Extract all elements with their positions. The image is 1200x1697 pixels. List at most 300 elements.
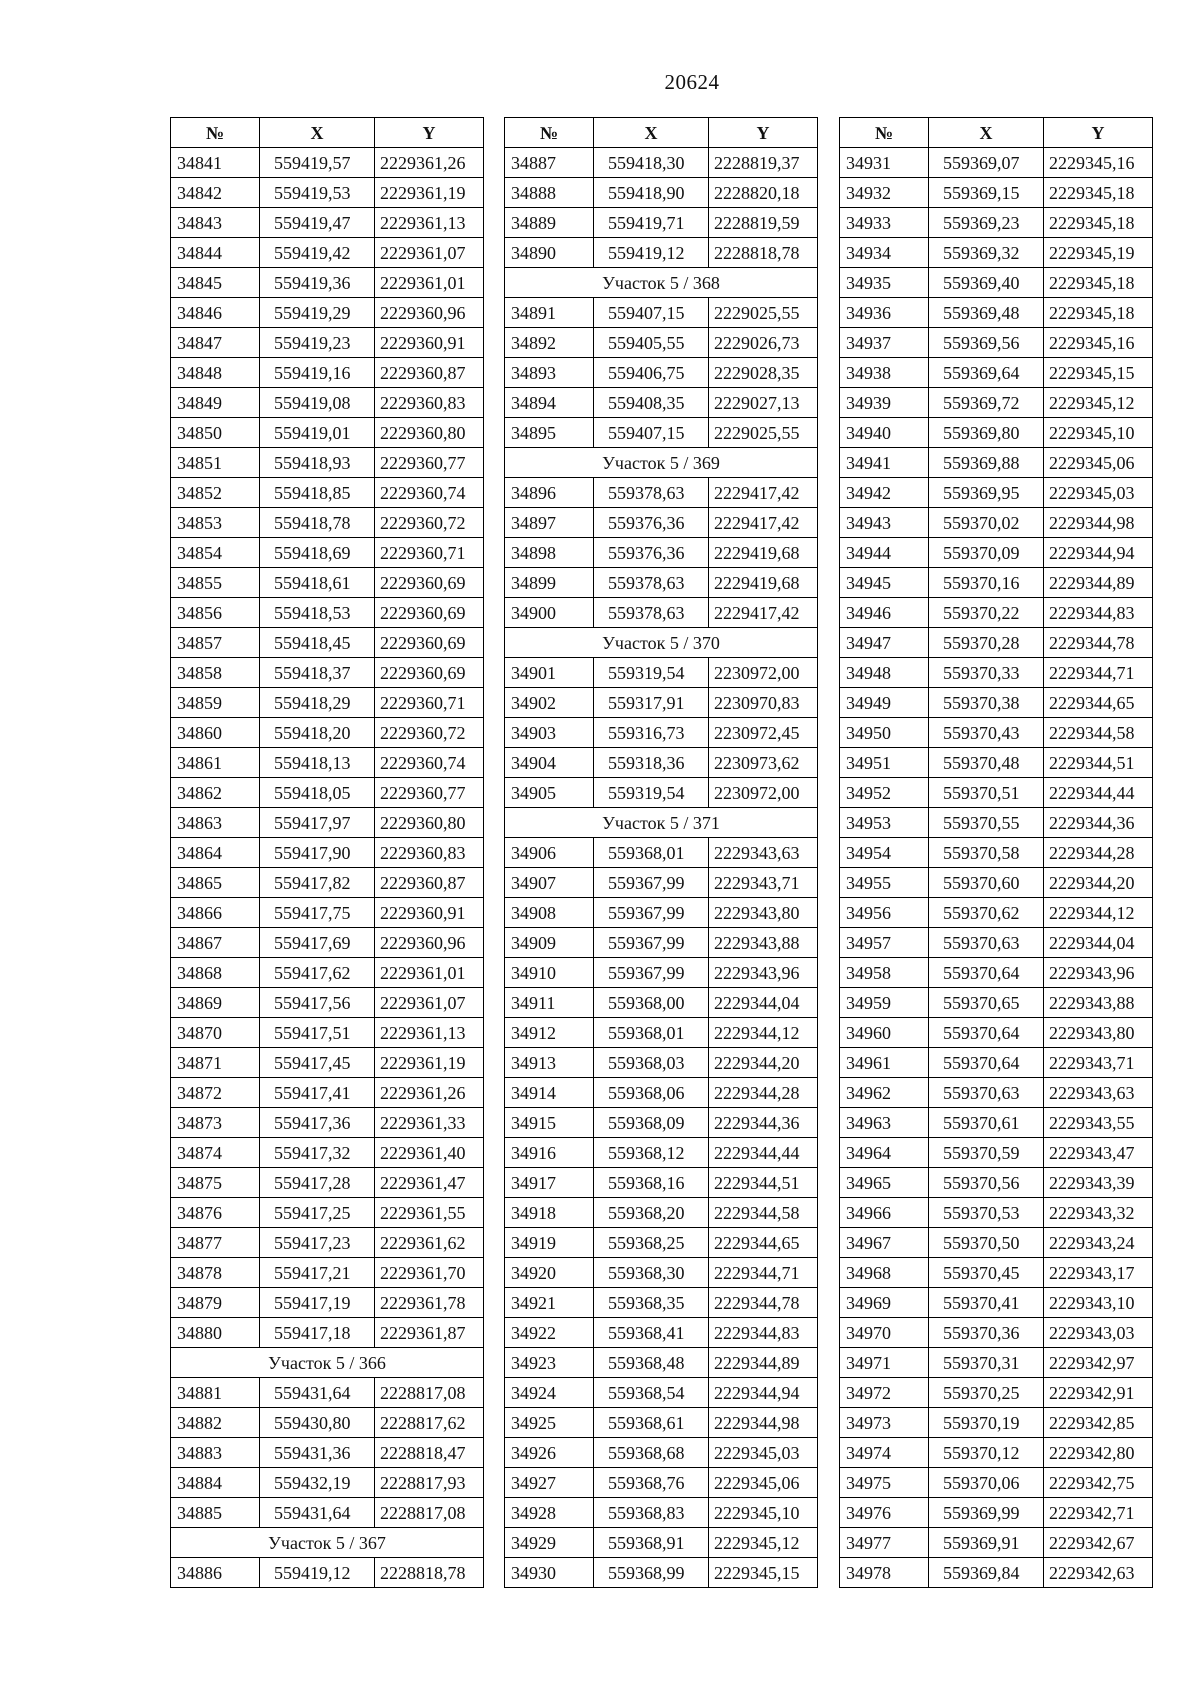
header-number: № <box>840 118 929 148</box>
table-row <box>171 178 484 208</box>
y-coordinate-cell: 2229361,26 <box>375 148 484 178</box>
y-coordinate-cell: 2229361,13 <box>375 208 484 238</box>
y-coordinate-cell: 2229344,98 <box>1044 508 1153 538</box>
y-coordinate-cell: 2229344,89 <box>709 1348 818 1378</box>
y-coordinate-cell: 2229343,10 <box>1044 1288 1153 1318</box>
x-coordinate-cell: 559407,15 <box>594 418 709 448</box>
table-row <box>840 478 1153 508</box>
y-coordinate-cell: 2229360,96 <box>375 298 484 328</box>
y-coordinate-cell: 2229360,91 <box>375 328 484 358</box>
x-coordinate-cell: 559318,36 <box>594 748 709 778</box>
section-title: Участок 5 / 370 <box>505 628 818 658</box>
section-row <box>505 808 818 838</box>
point-number-cell: 34946 <box>840 598 929 628</box>
table-row <box>171 388 484 418</box>
x-coordinate-cell: 559369,72 <box>929 388 1044 418</box>
point-number-cell: 34887 <box>505 148 594 178</box>
x-coordinate-cell: 559370,45 <box>929 1258 1044 1288</box>
point-number-cell: 34947 <box>840 628 929 658</box>
table-row <box>505 538 818 568</box>
x-coordinate-cell: 559368,16 <box>594 1168 709 1198</box>
x-coordinate-cell: 559417,51 <box>260 1018 375 1048</box>
table-row <box>171 568 484 598</box>
point-number-cell: 34931 <box>840 148 929 178</box>
point-number-cell: 34908 <box>505 898 594 928</box>
x-coordinate-cell: 559369,84 <box>929 1558 1044 1588</box>
point-number-cell: 34906 <box>505 838 594 868</box>
x-coordinate-cell: 559419,16 <box>260 358 375 388</box>
table-row <box>840 868 1153 898</box>
table-row <box>505 1438 818 1468</box>
table-row <box>505 1468 818 1498</box>
table-row <box>171 1258 484 1288</box>
y-coordinate-cell: 2229344,58 <box>1044 718 1153 748</box>
point-number-cell: 34909 <box>505 928 594 958</box>
point-number-cell: 34894 <box>505 388 594 418</box>
y-coordinate-cell: 2229344,51 <box>709 1168 818 1198</box>
table-row <box>505 1348 818 1378</box>
y-coordinate-cell: 2229360,74 <box>375 748 484 778</box>
x-coordinate-cell: 559370,12 <box>929 1438 1044 1468</box>
y-coordinate-cell: 2229360,72 <box>375 508 484 538</box>
point-number-cell: 34843 <box>171 208 260 238</box>
x-coordinate-cell: 559370,60 <box>929 868 1044 898</box>
x-coordinate-cell: 559368,91 <box>594 1528 709 1558</box>
point-number-cell: 34883 <box>171 1438 260 1468</box>
table-row <box>840 958 1153 988</box>
table-row <box>840 718 1153 748</box>
section-title: Участок 5 / 367 <box>171 1528 484 1558</box>
table-row <box>505 238 818 268</box>
table-row <box>840 778 1153 808</box>
point-number-cell: 34963 <box>840 1108 929 1138</box>
y-coordinate-cell: 2229344,36 <box>709 1108 818 1138</box>
y-coordinate-cell: 2229345,10 <box>709 1498 818 1528</box>
y-coordinate-cell: 2229342,97 <box>1044 1348 1153 1378</box>
section-title: Участок 5 / 371 <box>505 808 818 838</box>
point-number-cell: 34950 <box>840 718 929 748</box>
table-row <box>505 1378 818 1408</box>
point-number-cell: 34852 <box>171 478 260 508</box>
table-row <box>840 268 1153 298</box>
x-coordinate-cell: 559418,90 <box>594 178 709 208</box>
y-coordinate-cell: 2229345,15 <box>709 1558 818 1588</box>
point-number-cell: 34885 <box>171 1498 260 1528</box>
x-coordinate-cell: 559417,25 <box>260 1198 375 1228</box>
point-number-cell: 34860 <box>171 718 260 748</box>
y-coordinate-cell: 2229344,78 <box>1044 628 1153 658</box>
point-number-cell: 34855 <box>171 568 260 598</box>
x-coordinate-cell: 559370,28 <box>929 628 1044 658</box>
y-coordinate-cell: 2229361,01 <box>375 958 484 988</box>
x-coordinate-cell: 559370,48 <box>929 748 1044 778</box>
table-row <box>171 1048 484 1078</box>
point-number-cell: 34904 <box>505 748 594 778</box>
x-coordinate-cell: 559417,97 <box>260 808 375 838</box>
point-number-cell: 34875 <box>171 1168 260 1198</box>
table-row <box>840 1558 1153 1588</box>
x-coordinate-cell: 559419,12 <box>260 1558 375 1588</box>
x-coordinate-cell: 559370,55 <box>929 808 1044 838</box>
table-row <box>840 1168 1153 1198</box>
y-coordinate-cell: 2229360,72 <box>375 718 484 748</box>
header-x: X <box>929 118 1044 148</box>
y-coordinate-cell: 2229344,44 <box>1044 778 1153 808</box>
y-coordinate-cell: 2229027,13 <box>709 388 818 418</box>
point-number-cell: 34851 <box>171 448 260 478</box>
point-number-cell: 34878 <box>171 1258 260 1288</box>
point-number-cell: 34962 <box>840 1078 929 1108</box>
table-row <box>171 1498 484 1528</box>
header-y: Y <box>1044 118 1153 148</box>
point-number-cell: 34844 <box>171 238 260 268</box>
table-row <box>505 1048 818 1078</box>
point-number-cell: 34910 <box>505 958 594 988</box>
x-coordinate-cell: 559418,69 <box>260 538 375 568</box>
point-number-cell: 34913 <box>505 1048 594 1078</box>
point-number-cell: 34854 <box>171 538 260 568</box>
point-number-cell: 34895 <box>505 418 594 448</box>
y-coordinate-cell: 2229344,98 <box>709 1408 818 1438</box>
point-number-cell: 34924 <box>505 1378 594 1408</box>
y-coordinate-cell: 2229343,32 <box>1044 1198 1153 1228</box>
section-row <box>171 1348 484 1378</box>
table-row <box>171 1558 484 1588</box>
y-coordinate-cell: 2229344,20 <box>1044 868 1153 898</box>
coordinates-table-3 <box>839 117 1153 1588</box>
coordinates-table-2 <box>504 117 818 1588</box>
x-coordinate-cell: 559419,29 <box>260 298 375 328</box>
table-row <box>840 208 1153 238</box>
point-number-cell: 34898 <box>505 538 594 568</box>
table-row <box>840 1348 1153 1378</box>
x-coordinate-cell: 559370,53 <box>929 1198 1044 1228</box>
x-coordinate-cell: 559370,51 <box>929 778 1044 808</box>
x-coordinate-cell: 559370,36 <box>929 1318 1044 1348</box>
y-coordinate-cell: 2229343,96 <box>709 958 818 988</box>
point-number-cell: 34972 <box>840 1378 929 1408</box>
y-coordinate-cell: 2229360,69 <box>375 598 484 628</box>
x-coordinate-cell: 559418,45 <box>260 628 375 658</box>
y-coordinate-cell: 2229345,10 <box>1044 418 1153 448</box>
y-coordinate-cell: 2229344,04 <box>709 988 818 1018</box>
point-number-cell: 34951 <box>840 748 929 778</box>
y-coordinate-cell: 2229344,12 <box>709 1018 818 1048</box>
point-number-cell: 34971 <box>840 1348 929 1378</box>
point-number-cell: 34893 <box>505 358 594 388</box>
point-number-cell: 34900 <box>505 598 594 628</box>
x-coordinate-cell: 559419,71 <box>594 208 709 238</box>
x-coordinate-cell: 559407,15 <box>594 298 709 328</box>
table-row <box>171 358 484 388</box>
point-number-cell: 34856 <box>171 598 260 628</box>
y-coordinate-cell: 2229361,87 <box>375 1318 484 1348</box>
x-coordinate-cell: 559370,25 <box>929 1378 1044 1408</box>
y-coordinate-cell: 2230972,00 <box>709 658 818 688</box>
point-number-cell: 34862 <box>171 778 260 808</box>
table-row <box>505 328 818 358</box>
y-coordinate-cell: 2229343,17 <box>1044 1258 1153 1288</box>
y-coordinate-cell: 2229344,28 <box>1044 838 1153 868</box>
y-coordinate-cell: 2229025,55 <box>709 418 818 448</box>
x-coordinate-cell: 559369,64 <box>929 358 1044 388</box>
y-coordinate-cell: 2229360,74 <box>375 478 484 508</box>
y-coordinate-cell: 2229343,88 <box>709 928 818 958</box>
x-coordinate-cell: 559319,54 <box>594 658 709 688</box>
y-coordinate-cell: 2229360,69 <box>375 568 484 598</box>
point-number-cell: 34848 <box>171 358 260 388</box>
table-row <box>840 1198 1153 1228</box>
table-row <box>171 448 484 478</box>
point-number-cell: 34884 <box>171 1468 260 1498</box>
point-number-cell: 34919 <box>505 1228 594 1258</box>
point-number-cell: 34857 <box>171 628 260 658</box>
x-coordinate-cell: 559369,80 <box>929 418 1044 448</box>
point-number-cell: 34864 <box>171 838 260 868</box>
x-coordinate-cell: 559368,48 <box>594 1348 709 1378</box>
table-row <box>840 1138 1153 1168</box>
section-title: Участок 5 / 366 <box>171 1348 484 1378</box>
x-coordinate-cell: 559370,31 <box>929 1348 1044 1378</box>
y-coordinate-cell: 2228818,78 <box>375 1558 484 1588</box>
x-coordinate-cell: 559370,33 <box>929 658 1044 688</box>
table-row <box>171 868 484 898</box>
point-number-cell: 34932 <box>840 178 929 208</box>
x-coordinate-cell: 559368,20 <box>594 1198 709 1228</box>
x-coordinate-cell: 559370,64 <box>929 1048 1044 1078</box>
y-coordinate-cell: 2229344,12 <box>1044 898 1153 928</box>
y-coordinate-cell: 2229345,03 <box>709 1438 818 1468</box>
y-coordinate-cell: 2228818,78 <box>709 238 818 268</box>
x-coordinate-cell: 559418,05 <box>260 778 375 808</box>
point-number-cell: 34880 <box>171 1318 260 1348</box>
y-coordinate-cell: 2229361,13 <box>375 1018 484 1048</box>
x-coordinate-cell: 559418,29 <box>260 688 375 718</box>
point-number-cell: 34914 <box>505 1078 594 1108</box>
y-coordinate-cell: 2229417,42 <box>709 478 818 508</box>
x-coordinate-cell: 559417,28 <box>260 1168 375 1198</box>
table-row <box>505 418 818 448</box>
point-number-cell: 34935 <box>840 268 929 298</box>
table-row <box>171 658 484 688</box>
y-coordinate-cell: 2228818,47 <box>375 1438 484 1468</box>
y-coordinate-cell: 2229345,12 <box>1044 388 1153 418</box>
table-row <box>505 718 818 748</box>
point-number-cell: 34934 <box>840 238 929 268</box>
y-coordinate-cell: 2229344,44 <box>709 1138 818 1168</box>
x-coordinate-cell: 559431,36 <box>260 1438 375 1468</box>
y-coordinate-cell: 2229342,67 <box>1044 1528 1153 1558</box>
y-coordinate-cell: 2230970,83 <box>709 688 818 718</box>
y-coordinate-cell: 2229345,06 <box>709 1468 818 1498</box>
y-coordinate-cell: 2229345,03 <box>1044 478 1153 508</box>
x-coordinate-cell: 559370,38 <box>929 688 1044 718</box>
point-number-cell: 34938 <box>840 358 929 388</box>
point-number-cell: 34863 <box>171 808 260 838</box>
table-row <box>505 358 818 388</box>
point-number-cell: 34865 <box>171 868 260 898</box>
y-coordinate-cell: 2229360,83 <box>375 388 484 418</box>
coordinates-table-1 <box>170 117 484 1588</box>
point-number-cell: 34849 <box>171 388 260 418</box>
point-number-cell: 34921 <box>505 1288 594 1318</box>
y-coordinate-cell: 2229360,87 <box>375 868 484 898</box>
point-number-cell: 34905 <box>505 778 594 808</box>
x-coordinate-cell: 559368,01 <box>594 838 709 868</box>
point-number-cell: 34879 <box>171 1288 260 1318</box>
y-coordinate-cell: 2229345,18 <box>1044 298 1153 328</box>
table-header-row <box>840 118 1153 148</box>
point-number-cell: 34866 <box>171 898 260 928</box>
y-coordinate-cell: 2229360,96 <box>375 928 484 958</box>
point-number-cell: 34933 <box>840 208 929 238</box>
x-coordinate-cell: 559419,47 <box>260 208 375 238</box>
y-coordinate-cell: 2229344,94 <box>1044 538 1153 568</box>
x-coordinate-cell: 559367,99 <box>594 928 709 958</box>
table-row <box>171 1198 484 1228</box>
table-row <box>840 1258 1153 1288</box>
y-coordinate-cell: 2229342,91 <box>1044 1378 1153 1408</box>
y-coordinate-cell: 2230972,45 <box>709 718 818 748</box>
y-coordinate-cell: 2229343,63 <box>709 838 818 868</box>
y-coordinate-cell: 2229342,71 <box>1044 1498 1153 1528</box>
y-coordinate-cell: 2229344,36 <box>1044 808 1153 838</box>
point-number-cell: 34929 <box>505 1528 594 1558</box>
y-coordinate-cell: 2229345,16 <box>1044 328 1153 358</box>
page-number: 20624 <box>664 70 720 94</box>
point-number-cell: 34881 <box>171 1378 260 1408</box>
point-number-cell: 34969 <box>840 1288 929 1318</box>
point-number-cell: 34846 <box>171 298 260 328</box>
x-coordinate-cell: 559370,16 <box>929 568 1044 598</box>
table-row <box>840 1528 1153 1558</box>
x-coordinate-cell: 559417,56 <box>260 988 375 1018</box>
y-coordinate-cell: 2229360,80 <box>375 418 484 448</box>
point-number-cell: 34869 <box>171 988 260 1018</box>
point-number-cell: 34872 <box>171 1078 260 1108</box>
table-row <box>840 1498 1153 1528</box>
point-number-cell: 34964 <box>840 1138 929 1168</box>
table-row <box>505 778 818 808</box>
table-row <box>505 898 818 928</box>
table-row <box>840 568 1153 598</box>
table-row <box>505 1318 818 1348</box>
y-coordinate-cell: 2229360,77 <box>375 448 484 478</box>
x-coordinate-cell: 559417,19 <box>260 1288 375 1318</box>
table-row <box>171 1468 484 1498</box>
point-number-cell: 34868 <box>171 958 260 988</box>
table-row <box>840 508 1153 538</box>
x-coordinate-cell: 559368,35 <box>594 1288 709 1318</box>
point-number-cell: 34850 <box>171 418 260 448</box>
table-row <box>840 1288 1153 1318</box>
table-row <box>505 1228 818 1258</box>
table-row <box>171 628 484 658</box>
y-coordinate-cell: 2229360,87 <box>375 358 484 388</box>
table-row <box>840 448 1153 478</box>
table-row <box>505 1258 818 1288</box>
y-coordinate-cell: 2228817,08 <box>375 1378 484 1408</box>
table-row <box>840 598 1153 628</box>
y-coordinate-cell: 2229360,71 <box>375 538 484 568</box>
point-number-cell: 34966 <box>840 1198 929 1228</box>
x-coordinate-cell: 559370,43 <box>929 718 1044 748</box>
x-coordinate-cell: 559418,13 <box>260 748 375 778</box>
point-number-cell: 34842 <box>171 178 260 208</box>
point-number-cell: 34861 <box>171 748 260 778</box>
x-coordinate-cell: 559369,23 <box>929 208 1044 238</box>
point-number-cell: 34967 <box>840 1228 929 1258</box>
x-coordinate-cell: 559368,12 <box>594 1138 709 1168</box>
x-coordinate-cell: 559370,62 <box>929 898 1044 928</box>
table-row <box>505 298 818 328</box>
point-number-cell: 34871 <box>171 1048 260 1078</box>
y-coordinate-cell: 2229419,68 <box>709 568 818 598</box>
x-coordinate-cell: 559370,64 <box>929 958 1044 988</box>
point-number-cell: 34886 <box>171 1558 260 1588</box>
y-coordinate-cell: 2229345,18 <box>1044 208 1153 238</box>
table-header-row <box>171 118 484 148</box>
y-coordinate-cell: 2229345,16 <box>1044 148 1153 178</box>
point-number-cell: 34960 <box>840 1018 929 1048</box>
x-coordinate-cell: 559369,95 <box>929 478 1044 508</box>
x-coordinate-cell: 559319,54 <box>594 778 709 808</box>
table-row <box>171 838 484 868</box>
table-row <box>840 298 1153 328</box>
point-number-cell: 34859 <box>171 688 260 718</box>
point-number-cell: 34949 <box>840 688 929 718</box>
y-coordinate-cell: 2229342,80 <box>1044 1438 1153 1468</box>
y-coordinate-cell: 2229343,88 <box>1044 988 1153 1018</box>
table-row <box>840 1078 1153 1108</box>
table-row <box>171 418 484 448</box>
section-title: Участок 5 / 369 <box>505 448 818 478</box>
table-row <box>171 1378 484 1408</box>
y-coordinate-cell: 2229343,55 <box>1044 1108 1153 1138</box>
point-number-cell: 34978 <box>840 1558 929 1588</box>
point-number-cell: 34870 <box>171 1018 260 1048</box>
table-row <box>171 1108 484 1138</box>
x-coordinate-cell: 559417,90 <box>260 838 375 868</box>
point-number-cell: 34958 <box>840 958 929 988</box>
point-number-cell: 34903 <box>505 718 594 748</box>
x-coordinate-cell: 559370,41 <box>929 1288 1044 1318</box>
y-coordinate-cell: 2228817,93 <box>375 1468 484 1498</box>
x-coordinate-cell: 559368,00 <box>594 988 709 1018</box>
point-number-cell: 34845 <box>171 268 260 298</box>
y-coordinate-cell: 2229345,18 <box>1044 178 1153 208</box>
point-number-cell: 34944 <box>840 538 929 568</box>
x-coordinate-cell: 559406,75 <box>594 358 709 388</box>
x-coordinate-cell: 559419,12 <box>594 238 709 268</box>
x-coordinate-cell: 559370,50 <box>929 1228 1044 1258</box>
x-coordinate-cell: 559378,63 <box>594 598 709 628</box>
header-x: X <box>260 118 375 148</box>
x-coordinate-cell: 559369,88 <box>929 448 1044 478</box>
x-coordinate-cell: 559417,75 <box>260 898 375 928</box>
y-coordinate-cell: 2229417,42 <box>709 598 818 628</box>
y-coordinate-cell: 2229342,63 <box>1044 1558 1153 1588</box>
point-number-cell: 34922 <box>505 1318 594 1348</box>
point-number-cell: 34892 <box>505 328 594 358</box>
x-coordinate-cell: 559370,59 <box>929 1138 1044 1168</box>
table-row <box>505 508 818 538</box>
table-row <box>505 1498 818 1528</box>
table-row <box>505 748 818 778</box>
point-number-cell: 34941 <box>840 448 929 478</box>
header-x: X <box>594 118 709 148</box>
y-coordinate-cell: 2229343,47 <box>1044 1138 1153 1168</box>
